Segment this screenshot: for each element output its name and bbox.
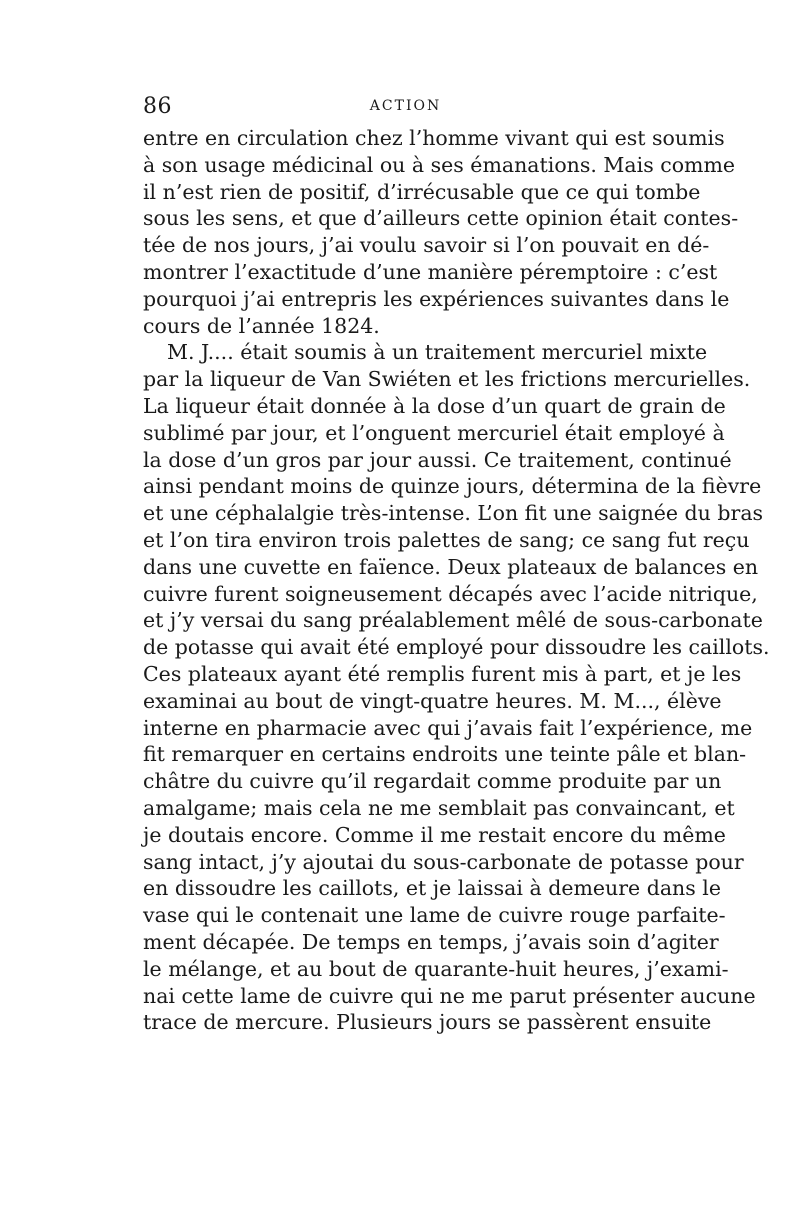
page-number: 86	[143, 94, 172, 119]
text-line: montrer l’exactitude d’une manière péremptoire : c’est	[143, 259, 718, 284]
text-line: Ces plateaux ayant été remplis furent mis à part, et je les	[143, 661, 742, 686]
text-line: et une céphalalgie très-intense. L’on fit une saignée du bras	[143, 501, 764, 526]
text-line: trace de mercure. Plusieurs jours se passèrent ensuite	[143, 1010, 712, 1035]
text-line: nai cette lame de cuivre qui ne me parut présenter aucune	[143, 983, 756, 1008]
text-line: interne en pharmacie avec qui j’avais fait l’expérience, me	[143, 715, 753, 740]
text-line: et l’on tira environ trois palettes de sang; ce sang fut reçu	[143, 527, 750, 552]
text-line: sang intact, j’y ajoutai du sous-carbonate de potasse pour	[143, 849, 744, 874]
running-head	[143, 94, 668, 122]
text-line: examinai au bout de vingt-quatre heures. M. M..., élève	[143, 688, 722, 713]
text-line: de potasse qui avait été employé pour dissoudre les caillots.	[143, 635, 770, 660]
text-line: ainsi pendant moins de quinze jours, détermina de la fièvre	[143, 474, 762, 499]
text-line: en dissoudre les caillots, et je laissai à demeure dans le	[143, 876, 721, 901]
text-line: et j’y versai du sang préalablement mêlé de sous-carbonate	[143, 608, 763, 633]
text-line: la dose d’un gros par jour aussi. Ce traitement, continué	[143, 447, 732, 472]
body-text	[143, 125, 770, 1036]
text-line: tée de nos jours, j’ai voulu savoir si l’on pouvait en dé-	[143, 233, 710, 258]
text-line: dans une cuvette en faïence. Deux plateaux de balances en	[143, 554, 759, 579]
text-line: ment décapée. De temps en temps, j’avais soin d’agiter	[143, 929, 719, 954]
paragraph-last-line: cours de l’année 1824.	[143, 313, 380, 338]
text-line: le mélange, et au bout de quarante-huit heures, j’exami-	[143, 956, 729, 981]
text-line: entre en circulation chez l’homme vivant qui est soumis	[143, 126, 725, 150]
text-line: sous les sens, et que d’ailleurs cette opinion était contes-	[143, 206, 739, 231]
text-line: fit remarquer en certains endroits une teinte pâle et blan-	[143, 742, 747, 767]
text-line: à son usage médicinal ou à ses émanations. Mais comme	[143, 152, 736, 177]
text-line: La liqueur était donnée à la dose d’un quart de grain de	[143, 393, 726, 418]
text-line: cuivre furent soigneusement décapés avec l’acide nitrique,	[143, 581, 758, 606]
text-line: je doutais encore. Comme il me restait encore du même	[143, 822, 726, 847]
text-line: vase qui le contenait une lame de cuivre rouge parfaite-	[143, 903, 726, 928]
text-line: il n’est rien de positif, d’irrécusable que ce qui tombe	[143, 179, 701, 204]
text-line: pourquoi j’ai entrepris les expériences suivantes dans le	[143, 286, 730, 311]
text-line: sublimé par jour, et l’onguent mercuriel était employé à	[143, 420, 725, 445]
text-line: par la liqueur de Van Swiéten et les frictions mercurielles.	[143, 367, 751, 392]
paragraph-first-line: M. J.... était soumis à un traitement mercuriel mixte	[167, 340, 708, 365]
running-title: ACTION	[369, 98, 442, 114]
text-line: châtre du cuivre qu’il regardait comme produite par un	[143, 769, 722, 794]
text-line: amalgame; mais cela ne me semblait pas convaincant, et	[143, 795, 735, 820]
